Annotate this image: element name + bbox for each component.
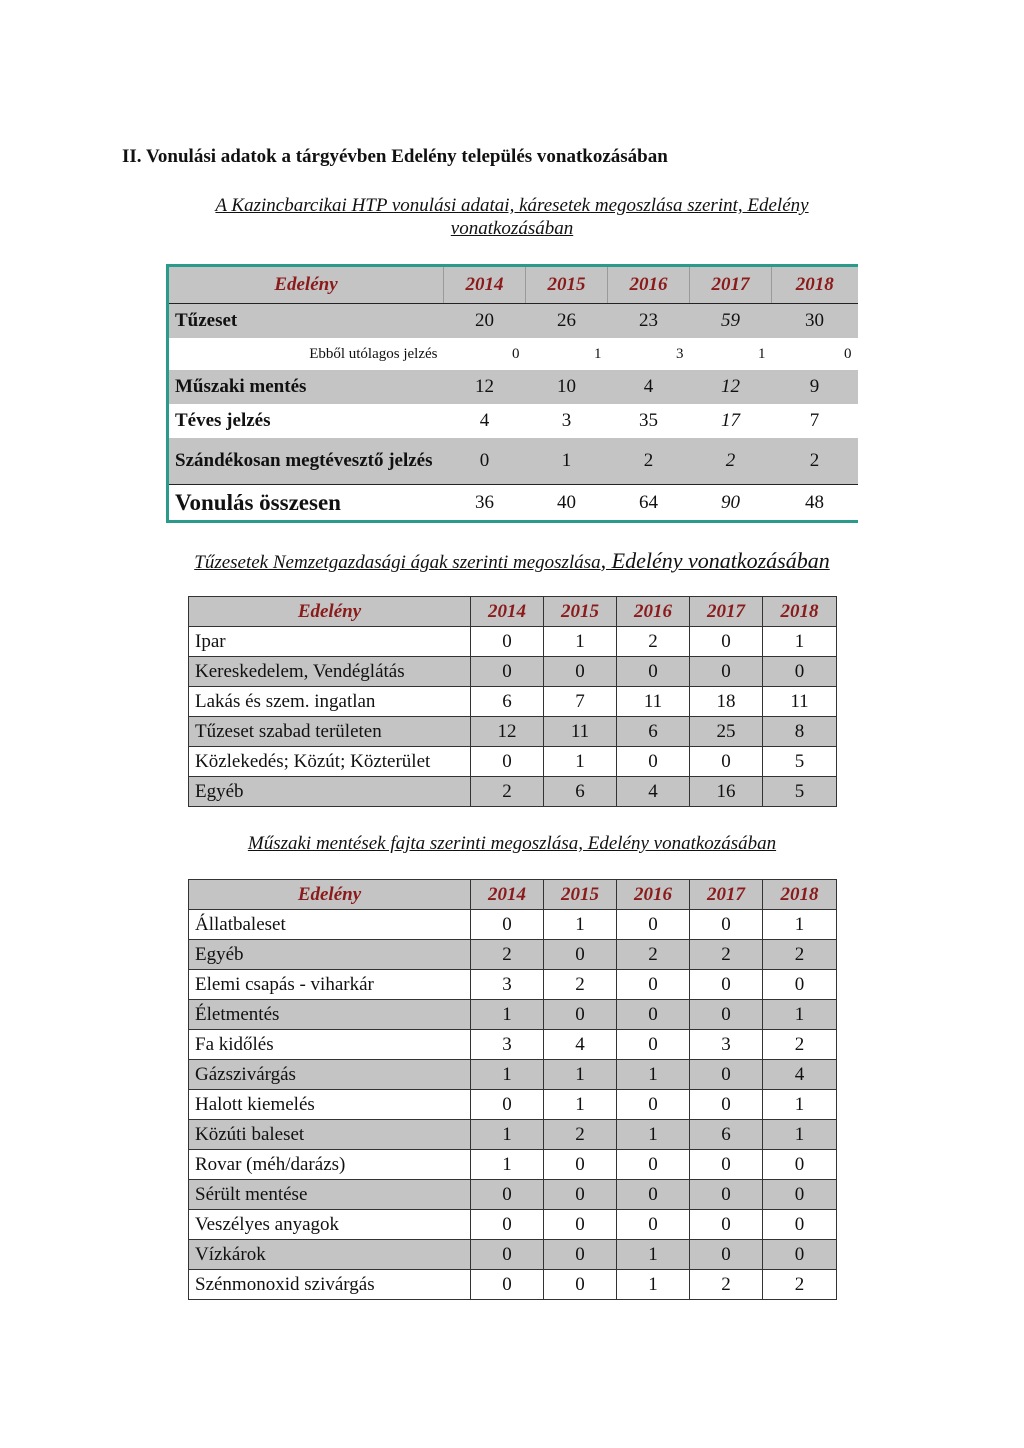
- cell: 0: [471, 627, 544, 657]
- table-row: [189, 717, 837, 747]
- cell: 0: [690, 910, 763, 940]
- table-row: [168, 438, 858, 485]
- cell: 0: [444, 438, 526, 485]
- table-row: [189, 1210, 837, 1240]
- row-label: Szándékosan megtévesztő jelzés: [168, 438, 444, 485]
- table-row: [168, 404, 858, 438]
- cell: 0: [690, 970, 763, 1000]
- row-label: Elemi csapás - viharkár: [189, 970, 471, 1000]
- table3-body: [189, 880, 837, 1300]
- cell: 0: [690, 627, 763, 657]
- cell: 6: [617, 717, 690, 747]
- cell: 0: [471, 1090, 544, 1120]
- row-label: Téves jelzés: [175, 410, 271, 431]
- header-cell: 2018: [763, 597, 837, 627]
- header-cell: Edelény: [168, 266, 444, 304]
- row-label: Fa kidőlés: [189, 1030, 471, 1060]
- cell: 0: [617, 910, 690, 940]
- cell: 3: [676, 345, 684, 362]
- header-cell: 2017: [690, 266, 772, 304]
- cell: 0: [544, 1270, 617, 1300]
- table2-caption-tail: , Edelény vonatkozásában: [600, 548, 830, 573]
- cell: 0: [690, 1090, 763, 1120]
- cell: 0: [544, 1150, 617, 1180]
- cell: 0: [690, 1210, 763, 1240]
- cell: 4: [617, 777, 690, 807]
- table-row: [189, 627, 837, 657]
- table2-caption-main: Tűzesetek Nemzetgazdasági ágak szerinti megoszlása: [194, 552, 601, 573]
- cell: 26: [526, 304, 608, 339]
- table-row: [189, 940, 837, 970]
- cell: 3: [561, 410, 572, 431]
- table-row: [189, 687, 837, 717]
- cell: 1: [471, 1120, 544, 1150]
- table-header-row: [189, 597, 837, 627]
- header-cell: 2018: [772, 266, 858, 304]
- cell: 1: [471, 1000, 544, 1030]
- row-label: Rovar (méh/darázs): [189, 1150, 471, 1180]
- table-row: [189, 1060, 837, 1090]
- table-row: [189, 1150, 837, 1180]
- table-header-row: [168, 266, 858, 304]
- cell: 0: [690, 1180, 763, 1210]
- cell: 17: [721, 410, 740, 431]
- header-cell: 2016: [617, 880, 690, 910]
- cell: 1: [471, 1150, 544, 1180]
- header-cell: 2014: [471, 880, 544, 910]
- cell: 23: [608, 304, 690, 339]
- cell: 11: [763, 687, 837, 717]
- cell: 0: [617, 970, 690, 1000]
- cell: 1: [617, 1240, 690, 1270]
- page-heading: II. Vonulási adatok a tárgyévben Edelény település vonatkozásában: [122, 146, 668, 167]
- cell: 90: [690, 485, 772, 522]
- cell: 0: [617, 1030, 690, 1060]
- cell: 3: [471, 970, 544, 1000]
- cell: 0: [471, 657, 544, 687]
- cell: 2: [471, 777, 544, 807]
- row-label: Állatbaleset: [189, 910, 471, 940]
- row-label: Veszélyes anyagok: [189, 1210, 471, 1240]
- cell: 1: [763, 1000, 837, 1030]
- cell: 1: [544, 627, 617, 657]
- cell: 1: [763, 1120, 837, 1150]
- cell: 3: [690, 1030, 763, 1060]
- cell: 0: [763, 657, 837, 687]
- cell: 12: [444, 370, 526, 404]
- cell: 0: [471, 1210, 544, 1240]
- cell: 0: [471, 910, 544, 940]
- header-cell: 2015: [526, 266, 608, 304]
- cell: 7: [809, 410, 820, 431]
- row-label: Ebből utólagos jelzés: [309, 345, 438, 362]
- cell: 30: [772, 304, 858, 339]
- table-total-row: [168, 485, 858, 522]
- fires-by-sector-table: [188, 596, 837, 807]
- cell: 12: [690, 370, 772, 404]
- cell: 1: [544, 747, 617, 777]
- header-cell: 2018: [763, 880, 837, 910]
- cell: 12: [471, 717, 544, 747]
- cell: 1: [617, 1270, 690, 1300]
- cell: 0: [690, 1000, 763, 1030]
- cell: 64: [608, 485, 690, 522]
- row-label: Kereskedelem, Vendéglátás: [189, 657, 471, 687]
- cell: 0: [544, 657, 617, 687]
- cell: 2: [690, 1270, 763, 1300]
- cell: 0: [471, 1270, 544, 1300]
- table-row: [189, 657, 837, 687]
- row-label: Gázszivárgás: [189, 1060, 471, 1090]
- cell: 0: [617, 657, 690, 687]
- cell: 59: [690, 304, 772, 339]
- table-header-row: [189, 880, 837, 910]
- cell: 0: [617, 1210, 690, 1240]
- cell: 1: [471, 1060, 544, 1090]
- cell: 40: [526, 485, 608, 522]
- table-row: [189, 1030, 837, 1060]
- technical-rescue-table: [188, 879, 837, 1300]
- cell: 2: [763, 940, 837, 970]
- cell: 0: [544, 1240, 617, 1270]
- dispatch-summary-table: [166, 264, 858, 523]
- cell: 0: [690, 1240, 763, 1270]
- cell: 4: [763, 1060, 837, 1090]
- header-cell: 2017: [690, 880, 763, 910]
- cell: 0: [763, 1180, 837, 1210]
- cell: 0: [690, 657, 763, 687]
- cell: 0: [617, 1180, 690, 1210]
- table2-body: [189, 597, 837, 807]
- cell: 2: [763, 1270, 837, 1300]
- cell: 1: [617, 1060, 690, 1090]
- table-row: [168, 304, 858, 339]
- row-label: Vonulás összesen: [168, 485, 444, 522]
- row-label: Közúti baleset: [189, 1120, 471, 1150]
- cell: 8: [763, 717, 837, 747]
- row-label: Vízkárok: [189, 1240, 471, 1270]
- table-row: [189, 1120, 837, 1150]
- row-label: Tűzeset: [168, 304, 444, 339]
- cell: 0: [544, 940, 617, 970]
- table1-caption: A Kazincbarcikai HTP vonulási adatai, káresetek megoszlása szerint, Edelény vonatkozásában: [215, 195, 809, 239]
- cell: 0: [544, 1180, 617, 1210]
- cell: 18: [690, 687, 763, 717]
- cell: 0: [617, 747, 690, 777]
- cell: 0: [617, 1000, 690, 1030]
- cell: 4: [544, 1030, 617, 1060]
- cell: 1: [763, 910, 837, 940]
- cell: 2: [690, 438, 772, 485]
- table-row: [189, 1000, 837, 1030]
- cell: 5: [763, 747, 837, 777]
- header-cell: 2014: [471, 597, 544, 627]
- table2-caption: [160, 549, 864, 574]
- header-cell: 2016: [608, 266, 690, 304]
- cell: 2: [471, 940, 544, 970]
- row-label: Sérült mentése: [189, 1180, 471, 1210]
- row-label: Ipar: [189, 627, 471, 657]
- cell: 2: [690, 940, 763, 970]
- row-label: Egyéb: [189, 777, 471, 807]
- cell: 2: [544, 1120, 617, 1150]
- row-label: Egyéb: [189, 940, 471, 970]
- cell: 0: [763, 1150, 837, 1180]
- cell: 1: [526, 438, 608, 485]
- header-cell: 2015: [544, 880, 617, 910]
- cell: 1: [544, 1090, 617, 1120]
- table-row: [189, 747, 837, 777]
- header-cell: 2015: [544, 597, 617, 627]
- row-label: Közlekedés; Közút; Közterület: [189, 747, 471, 777]
- cell: 5: [763, 777, 837, 807]
- table-row: [168, 338, 858, 370]
- cell: 1: [763, 1090, 837, 1120]
- cell: 7: [544, 687, 617, 717]
- cell: 2: [617, 627, 690, 657]
- cell: 0: [763, 1210, 837, 1240]
- cell: 6: [690, 1120, 763, 1150]
- header-cell: Edelény: [189, 880, 471, 910]
- cell: 0: [690, 747, 763, 777]
- table3-caption: Műszaki mentések fajta szerinti megoszlása, Edelény vonatkozásában: [247, 833, 777, 854]
- row-label: Életmentés: [189, 1000, 471, 1030]
- cell: 2: [617, 940, 690, 970]
- cell: 25: [690, 717, 763, 747]
- row-label: Tűzeset szabad területen: [189, 717, 471, 747]
- table-row: [168, 370, 858, 404]
- cell: 0: [690, 1150, 763, 1180]
- cell: 4: [479, 410, 490, 431]
- cell: 35: [639, 410, 658, 431]
- cell: 0: [471, 1240, 544, 1270]
- cell: 48: [772, 485, 858, 522]
- cell: 1: [594, 345, 602, 362]
- cell: 11: [617, 687, 690, 717]
- row-label: Lakás és szem. ingatlan: [189, 687, 471, 717]
- cell: 0: [617, 1150, 690, 1180]
- table-row: [189, 910, 837, 940]
- cell: 11: [544, 717, 617, 747]
- cell: 0: [544, 1000, 617, 1030]
- row-label: Halott kiemelés: [189, 1090, 471, 1120]
- cell: 9: [772, 370, 858, 404]
- cell: 36: [444, 485, 526, 522]
- cell: 4: [608, 370, 690, 404]
- cell: 0: [544, 1210, 617, 1240]
- cell: 0: [690, 1060, 763, 1090]
- cell: 0: [471, 1180, 544, 1210]
- cell: 2: [772, 438, 858, 485]
- cell: 20: [444, 304, 526, 339]
- cell: 0: [763, 970, 837, 1000]
- header-cell: 2016: [617, 597, 690, 627]
- cell: 16: [690, 777, 763, 807]
- cell: 10: [526, 370, 608, 404]
- table-row: [189, 777, 837, 807]
- cell: 2: [763, 1030, 837, 1060]
- cell: 0: [763, 1240, 837, 1270]
- table-row: [189, 1270, 837, 1300]
- row-label: Szénmonoxid szivárgás: [189, 1270, 471, 1300]
- cell: 1: [763, 627, 837, 657]
- cell: 1: [758, 345, 766, 362]
- cell: 3: [471, 1030, 544, 1060]
- cell: 1: [544, 910, 617, 940]
- header-cell: Edelény: [189, 597, 471, 627]
- header-cell: 2014: [444, 266, 526, 304]
- table-row: [189, 1090, 837, 1120]
- cell: 6: [544, 777, 617, 807]
- cell: 0: [617, 1090, 690, 1120]
- cell: 2: [608, 438, 690, 485]
- cell: 0: [512, 345, 520, 362]
- table-row: [189, 970, 837, 1000]
- cell: 0: [844, 345, 852, 362]
- cell: 1: [544, 1060, 617, 1090]
- cell: 1: [617, 1120, 690, 1150]
- cell: 6: [471, 687, 544, 717]
- cell: 2: [544, 970, 617, 1000]
- table-row: [189, 1180, 837, 1210]
- header-cell: 2017: [690, 597, 763, 627]
- row-label: Műszaki mentés: [168, 370, 444, 404]
- cell: 0: [471, 747, 544, 777]
- table-row: [189, 1240, 837, 1270]
